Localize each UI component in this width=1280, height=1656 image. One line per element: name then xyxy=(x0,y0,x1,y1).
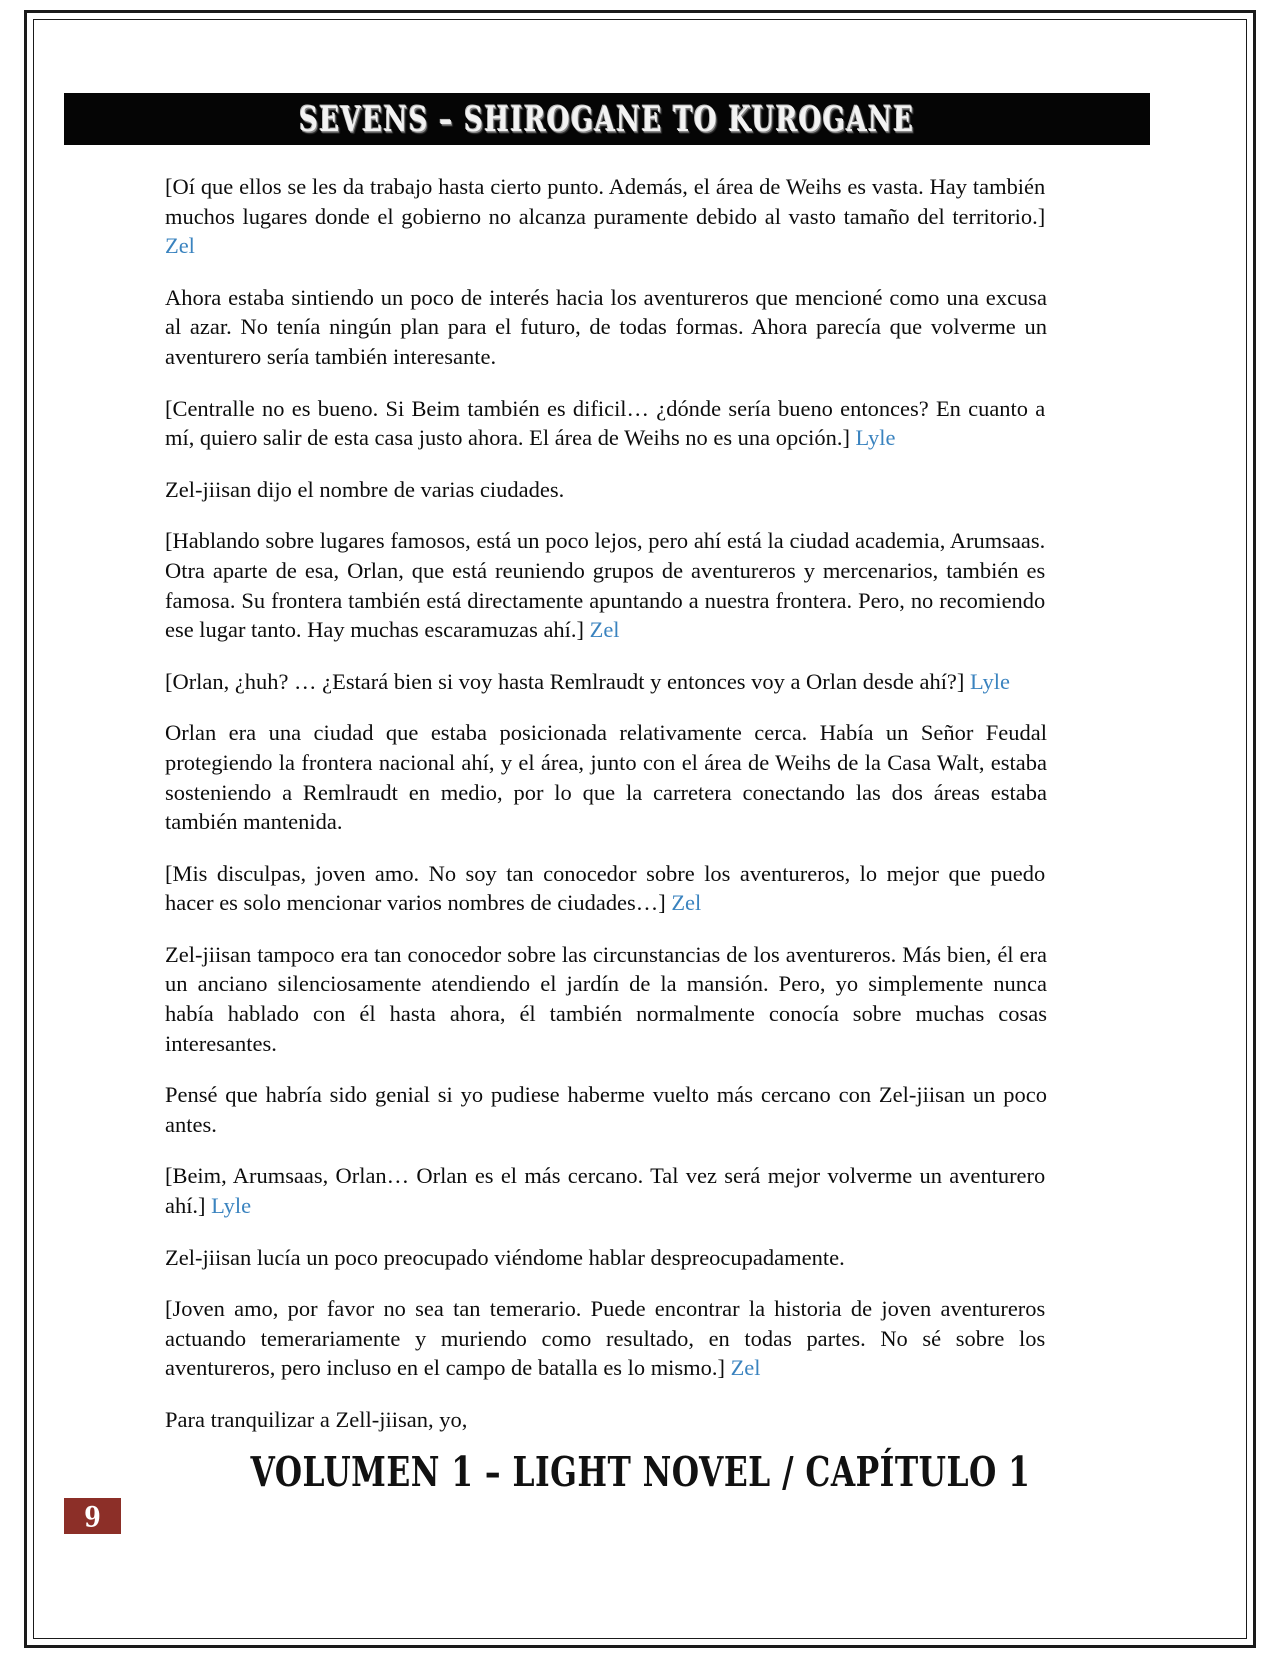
paragraph-text: Zel-jiisan tampoco era tan conocedor sobre las circunstancias de los aventureros. Más bien, él era un anciano silenciosamente atendiendo el jardín de la mansión. Pero, yo simplemente nunca había hablado con él hasta ahora, él también normalmente conocía sobre muchas cosas interesantes. xyxy=(165,941,1047,1056)
dialogue-paragraph xyxy=(165,1161,1045,1220)
paragraph-text: Para tranquilizar a Zell-jiisan, yo, xyxy=(165,1407,468,1432)
footer-chapter-line xyxy=(0,1446,1280,1497)
paragraph-text: [Beim, Arumsaas, Orlan… Orlan es el más cercano. Tal vez será mejor volverme un aventurero ahí.] xyxy=(165,1163,1046,1219)
paragraph-text: [Mis disculpas, joven amo. No soy tan conocedor sobre los aventureros, lo mejor que puedo hacer es solo mencionar varios nombres de ciudades…] xyxy=(165,860,1046,916)
narration-paragraph xyxy=(165,283,1047,372)
speaker-tag: Lyle xyxy=(969,668,1010,694)
speaker-tag: Zel xyxy=(589,617,620,643)
dialogue-paragraph xyxy=(165,394,1045,453)
paragraph-text: Ahora estaba sintiendo un poco de interés hacia los aventureros que mencioné como una excusa al azar. No tenía ningún plan para el futuro, de todas formas. Ahora parecía que volverme un aventurero sería también interesante. xyxy=(165,284,1047,369)
paragraph-text: [Joven amo, por favor no sea tan temerario. Puede encontrar la historia de joven aventureros actuando temerariamente y muriendo como resultado, en todas partes. No sé sobre los aventureros, pero incluso en el campo de batalla es lo mismo.] xyxy=(165,1296,1046,1381)
paragraph-text: Zel-jiisan lucía un poco preocupado viéndome hablar despreocupadamente. xyxy=(165,1244,845,1270)
paragraph-text: Pensé que habría sido genial si yo pudiese haberme vuelto más cercano con Zel-jiisan un poco antes. xyxy=(165,1082,1047,1137)
speaker-tag: Zel xyxy=(671,890,702,916)
paragraph-text: Orlan era una ciudad que estaba posicionada relativamente cerca. Había un Señor Feudal protegiendo la frontera nacional ahí, y el área, junto con el área de Weihs de la Casa Walt, estaba sosteniendo a Remlraudt en medio, por lo que la carretera conectando las dos áreas estaba también mantenida. xyxy=(165,720,1047,835)
running-header xyxy=(64,93,1150,145)
narration-paragraph xyxy=(165,1243,1047,1273)
dialogue-paragraph xyxy=(165,859,1045,918)
speaker-tag: Lyle xyxy=(855,425,896,451)
narration-paragraph xyxy=(165,475,1047,505)
page-number: 9 xyxy=(84,1499,101,1533)
speaker-tag: Lyle xyxy=(211,1193,252,1219)
narration-paragraph xyxy=(165,1080,1047,1139)
narration-paragraph xyxy=(165,718,1047,836)
page-number-badge xyxy=(64,1498,121,1534)
page-content xyxy=(165,172,1047,1435)
paragraph-text: [Oí que ellos se les da trabajo hasta cierto punto. Además, el área de Weihs es vasta. Hay también muchos lugares donde el gobierno no alcanza puramente debido al vasto tamaño del territorio.] xyxy=(165,174,1046,229)
paragraph-text: Zel-jiisan dijo el nombre de varias ciudades. xyxy=(165,476,565,502)
dialogue-paragraph xyxy=(165,172,1045,261)
dialogue-paragraph xyxy=(165,1294,1045,1383)
speaker-tag: Zel xyxy=(730,1355,761,1381)
narration-paragraph xyxy=(165,1405,1047,1435)
book-title: SEVENS – SHIROGANE TO KUROGANE xyxy=(299,98,915,140)
paragraph-text: [Orlan, ¿huh? … ¿Estará bien si voy hasta Remlraudt y entonces voy a Orlan desde ahí?] xyxy=(165,668,970,694)
paragraph-text: [Hablando sobre lugares famosos, está un poco lejos, pero ahí está la ciudad academia, Arumsaas. Otra aparte de esa, Orlan, que está reuniendo grupos de aventureros y mercenarios, también es famosa. Su frontera también está directamente apuntando a nuestra frontera. Pero, no recomiendo ese lugar tanto. Hay muchas escaramuzas ahí.] xyxy=(165,528,1046,643)
speaker-tag: Zel xyxy=(165,233,195,259)
dialogue-paragraph xyxy=(165,526,1045,644)
dialogue-paragraph xyxy=(165,667,1045,697)
paragraph-text: [Centralle no es bueno. Si Beim también es dificil… ¿dónde sería bueno entonces? En cuanto a mí, quiero salir de esta casa justo ahora. El área de Weihs no es una opción.] xyxy=(165,395,1046,451)
narration-paragraph xyxy=(165,940,1047,1058)
footer-chapter-label: VOLUMEN 1 – LIGHT NOVEL / CAPÍTULO 1 xyxy=(250,1446,1030,1497)
